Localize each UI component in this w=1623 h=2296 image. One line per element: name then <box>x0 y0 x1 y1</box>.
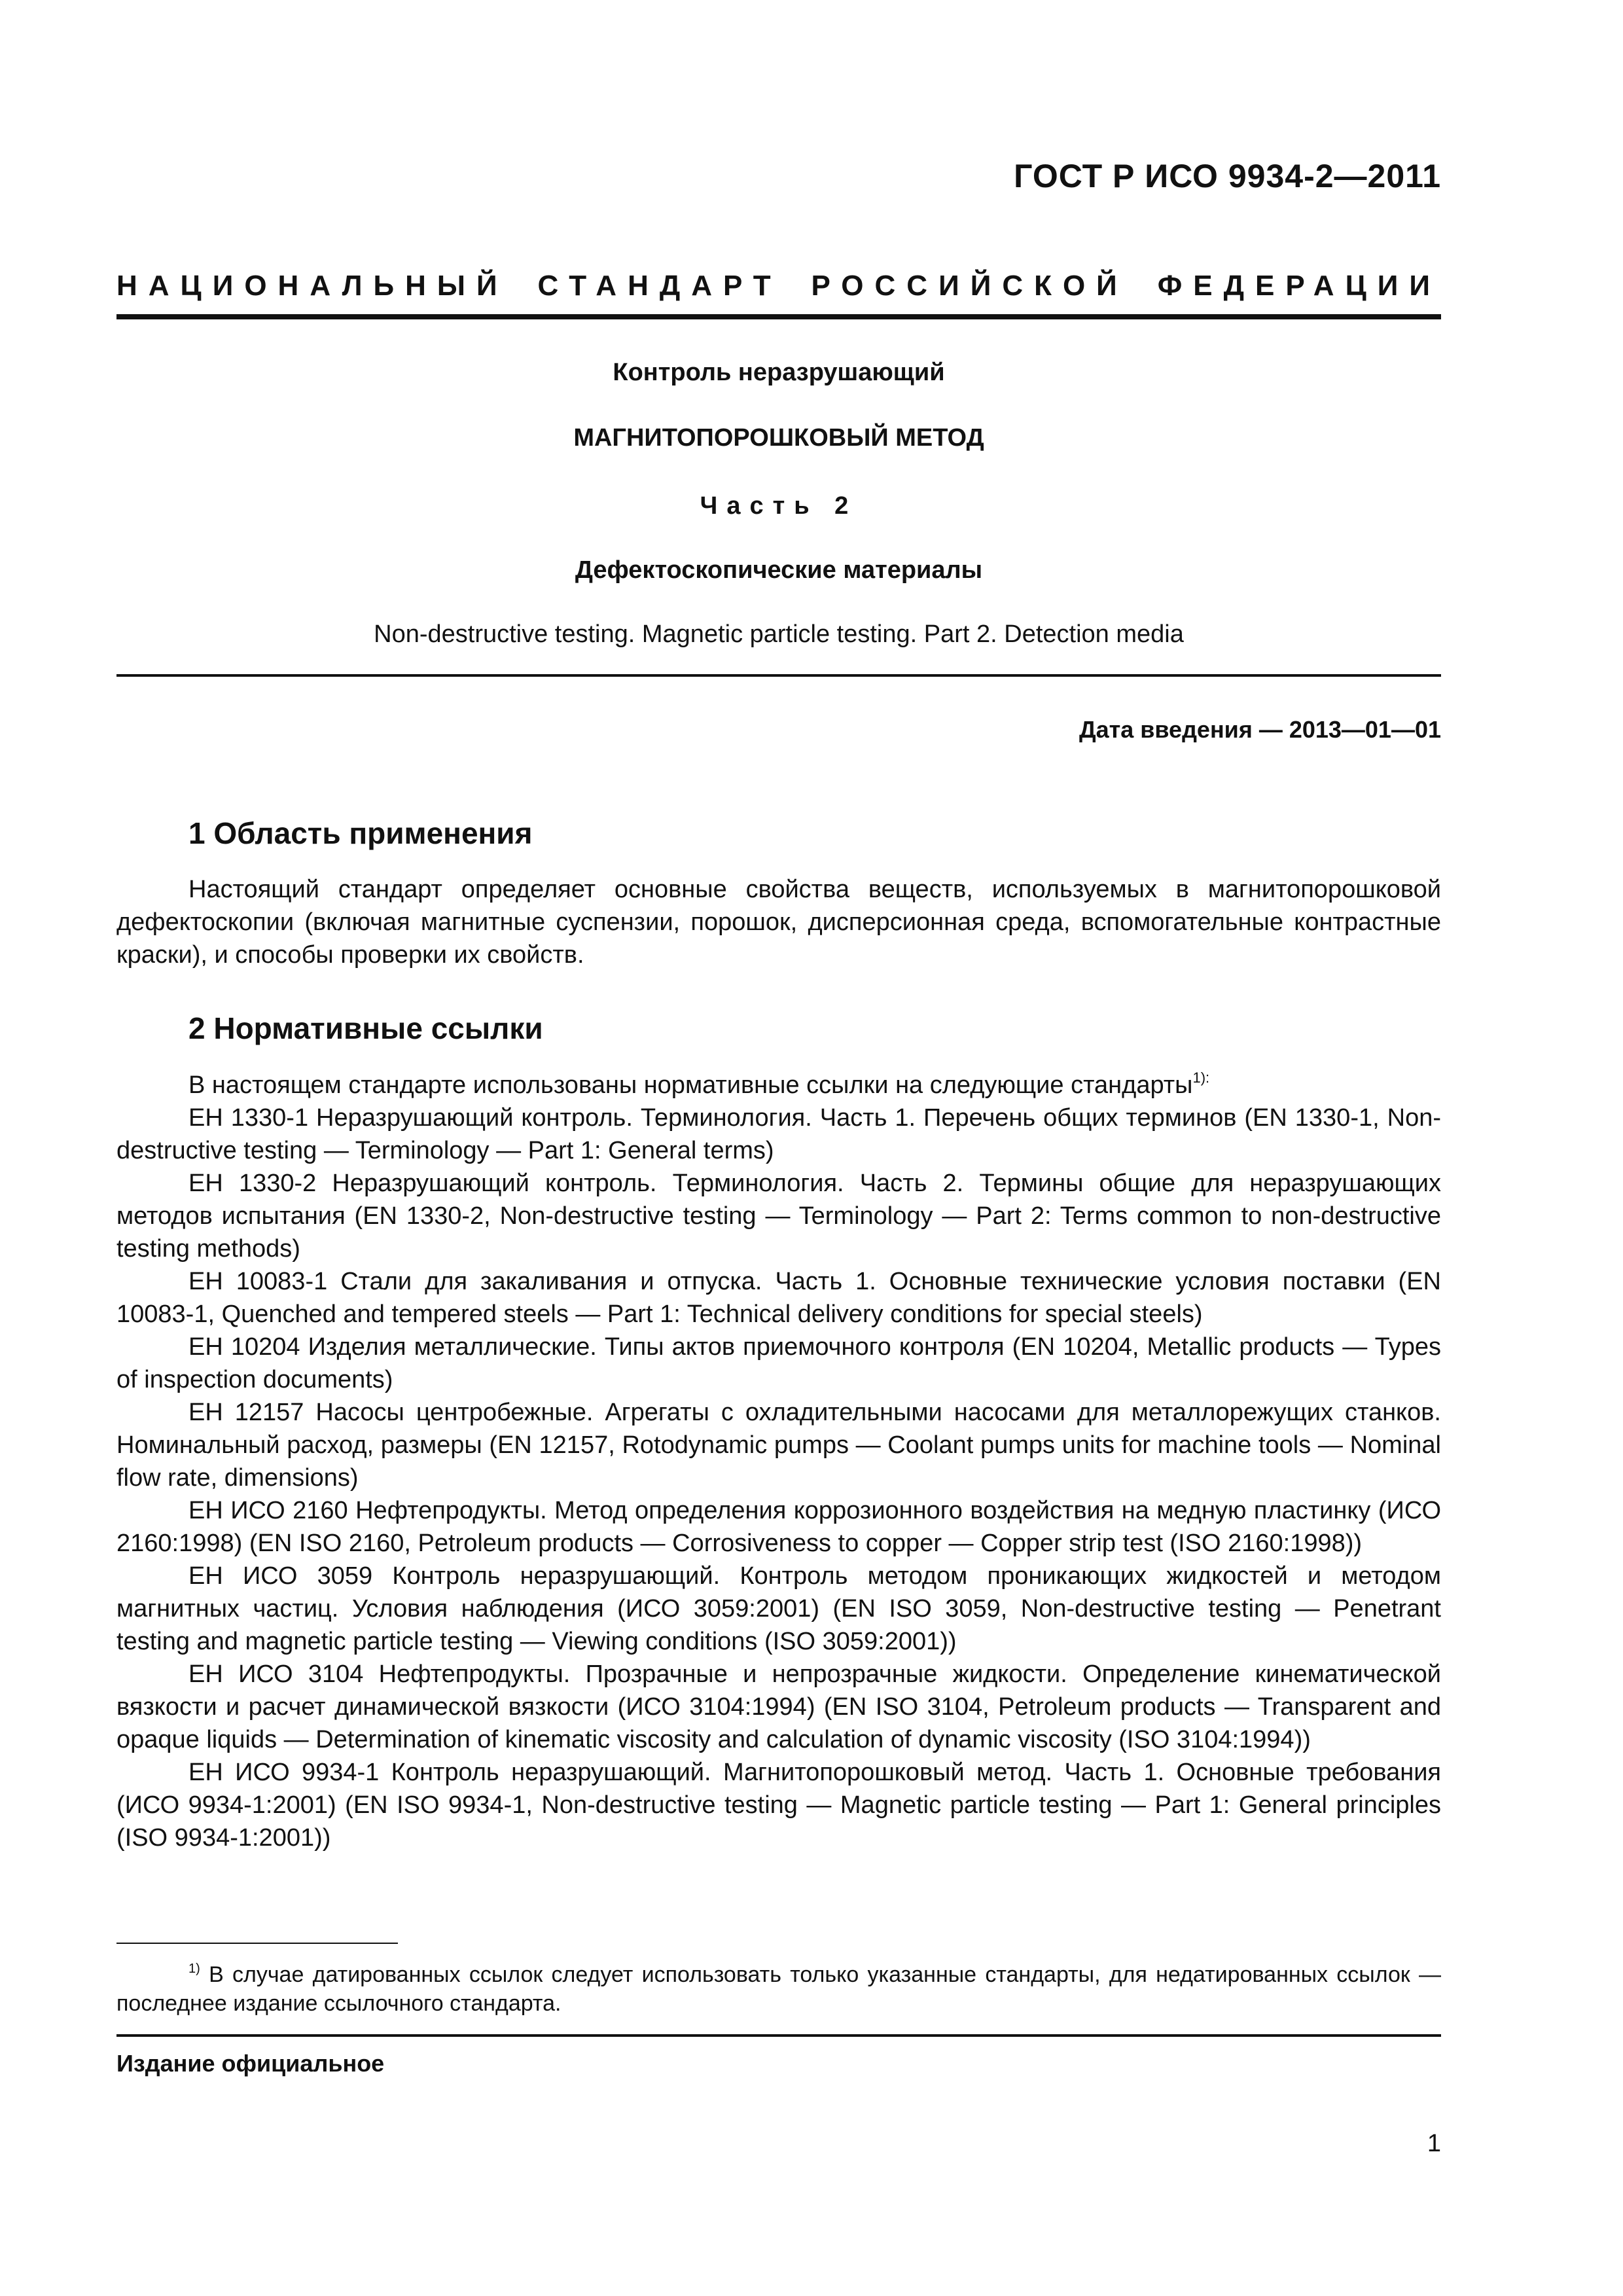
banner-word: НАЦИОНАЛЬНЫЙ <box>116 270 508 302</box>
reference-item: ЕН ИСО 2160 Нефтепродукты. Метод определения коррозионного воздействия на медную пластинку (ИСО 2160:1998) (EN ISO 2160, Petroleum products — Corrosiveness to copper — Copper strip test (ISO 2160:1998)) <box>116 1497 1441 1557</box>
banner-word: СТАНДАРТ <box>537 270 782 302</box>
title-line-1: Контроль неразрушающий <box>613 359 945 386</box>
title-line-4: Дефектоскопические материалы <box>575 556 983 584</box>
reference-item: ЕН 1330-2 Неразрушающий контроль. Терминология. Часть 2. Термины общие для неразрушающих методов испытания (EN 1330-2, Non-destructive testing — Terminology — Part 2: Terms common to non-destructive testing methods) <box>116 1170 1441 1263</box>
reference-item: ЕН 1330-1 Неразрушающий контроль. Терминология. Часть 1. Перечень общих терминов (EN 1330-1, Non-destructive testing — Terminology — Part 1: General terms) <box>116 1104 1441 1164</box>
reference-item: ЕН ИСО 3104 Нефтепродукты. Прозрачные и непрозрачные жидкости. Определение кинематической вязкости и расчет динамической вязкости (ИСО 3104:1994) (EN ISO 3104, Petroleum products — Transparent and opaque liquids — Determination of kinematic viscosity and calculation of dynamic viscosity (ISO 3104:1994)) <box>116 1660 1441 1753</box>
footnote-body: В случае датированных ссылок следует использовать только указанные стандарты, для недатированных ссылок — последнее издание ссылочного стандарта. <box>116 1962 1442 2016</box>
footnote <box>116 1954 1441 2018</box>
introduction-date: Дата введения — 2013—01—01 <box>1079 716 1441 743</box>
footnote-text <box>116 1954 1441 2018</box>
section-2-body <box>116 1062 1441 1854</box>
reference-item: ЕН ИСО 9934-1 Контроль неразрушающий. Магнитопорошковый метод. Часть 1. Основные требования (ИСО 9934-1:2001) (EN ISO 9934-1, Non-destructive testing — Magnetic particle testing — Part 1: General principles (ISO 9934-1:2001)) <box>116 1759 1441 1852</box>
title-part: Часть 2 <box>700 492 858 520</box>
section-2-intro-text: В настоящем стандарте использованы нормативные ссылки на следующие стандарты <box>188 1071 1193 1099</box>
section-1-body <box>116 873 1441 971</box>
section-2-heading: 2 Нормативные ссылки <box>188 1011 543 1045</box>
page-number: 1 <box>1427 2130 1441 2157</box>
document-page <box>116 0 1441 2296</box>
reference-item: ЕН 10083-1 Стали для закаливания и отпуска. Часть 1. Основные технические условия поставки (EN 10083-1, Quenched and tempered steels — Part 1: Technical delivery conditions for special steels) <box>116 1268 1441 1328</box>
footnote-rule <box>116 1943 398 1944</box>
section-1-heading: 1 Область применения <box>188 816 533 850</box>
standard-code: ГОСТ Р ИСО 9934-2—2011 <box>1014 158 1441 194</box>
section-1-text: Настоящий стандарт определяет основные свойства веществ, используемых в магнитопорошковой дефектоскопии (включая магнитные суспензии, порошок, дисперсионная среда, вспомогательные контрастные краски), и способы проверки их свойств. <box>116 876 1441 969</box>
footnote-ref: 1): <box>1192 1069 1210 1086</box>
banner-word: ФЕДЕРАЦИИ <box>1157 270 1441 302</box>
title-line-2: МАГНИТОПОРОШКОВЫЙ МЕТОД <box>573 424 984 452</box>
footnote-mark: 1) <box>188 1962 200 1976</box>
header-rule <box>116 314 1441 319</box>
reference-item: ЕН 10204 Изделия металлические. Типы актов приемочного контроля (EN 10204, Metallic products — Types of inspection documents) <box>116 1333 1441 1393</box>
banner-word: РОССИЙСКОЙ <box>811 270 1128 302</box>
reference-item: ЕН ИСО 3059 Контроль неразрушающий. Контроль методом проникающих жидкостей и методом магнитных частиц. Условия наблюдения (ИСО 3059:2001) (EN ISO 3059, Non-destructive testing — Penetrant testing and magnetic particle testing — Viewing conditions (ISO 3059:2001)) <box>116 1562 1441 1655</box>
publication-note: Издание официальное <box>116 2050 385 2077</box>
reference-item: ЕН 12157 Насосы центробежные. Агрегаты с охладительными насосами для металлорежущих станков. Номинальный расход, размеры (EN 12157, Rotodynamic pumps — Coolant pumps units for machine tools — Nominal flow rate, dimensions) <box>116 1399 1441 1492</box>
title-rule <box>116 674 1441 677</box>
title-english: Non-destructive testing. Magnetic particle testing. Part 2. Detection media <box>374 620 1184 648</box>
footer-rule <box>116 2034 1441 2037</box>
national-standard-banner <box>116 270 1441 302</box>
section-2-intro <box>116 1062 1441 1102</box>
